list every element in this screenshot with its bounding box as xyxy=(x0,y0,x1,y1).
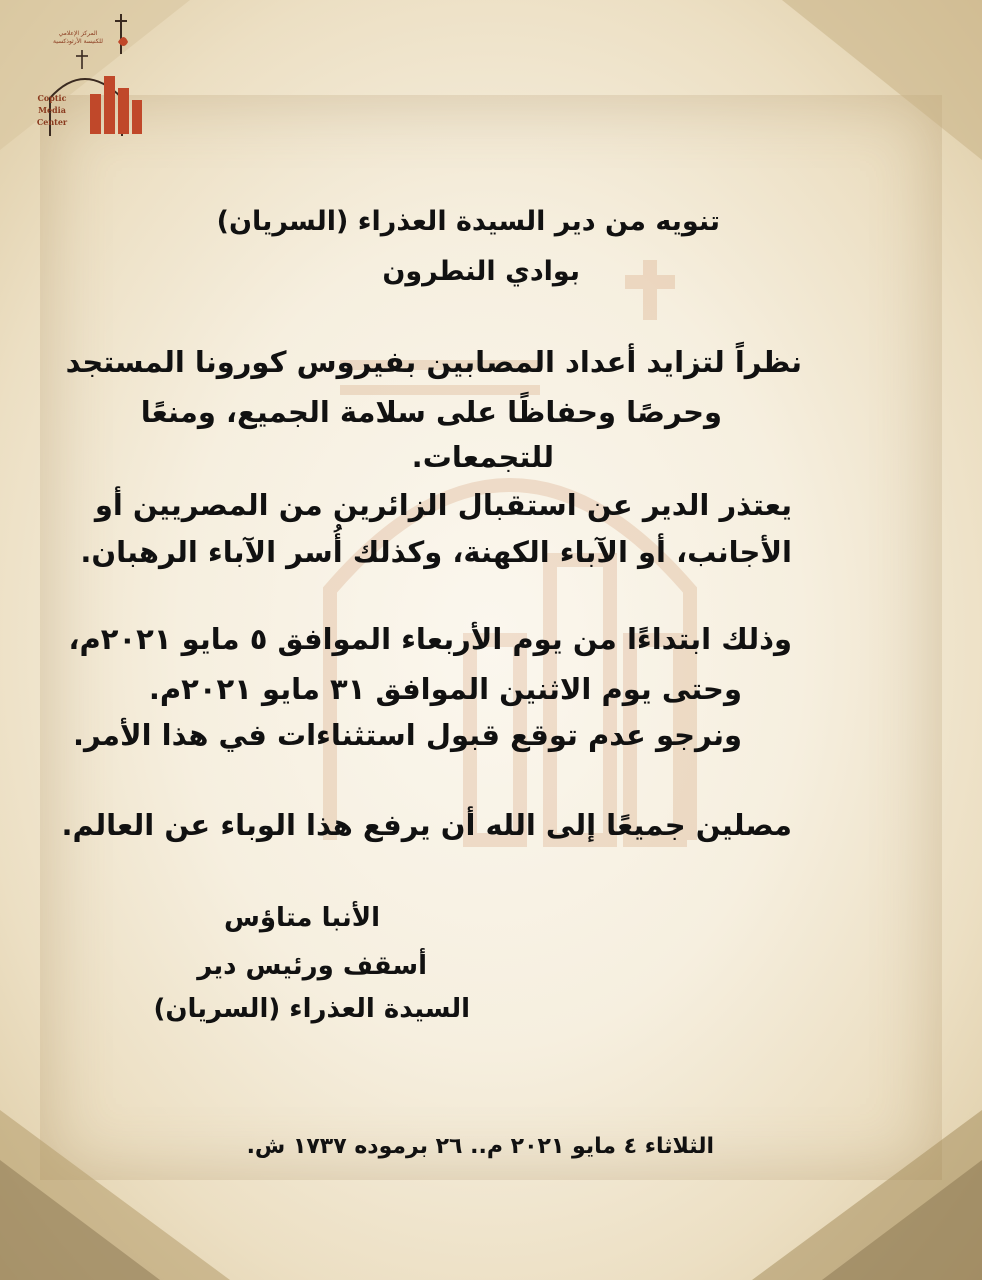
logo-text-line: Center xyxy=(36,117,68,127)
notice-date: الثلاثاء ٤ مايو ٢٠٢١ م.. ٢٦ برموده ١٧٣٧ ش. xyxy=(246,1134,714,1159)
paragraph-1-line-3: للتجمعات. xyxy=(411,440,554,474)
paragraph-1-line-2: وحرصًا وحفاظًا على سلامة الجميع، ومنعًا xyxy=(140,395,722,429)
signature-monastery: السيدة العذراء (السريان) xyxy=(153,994,470,1024)
logo-arabic-line: للكنيسة الأرثوذكسية xyxy=(53,38,103,45)
logo-text-line: Media xyxy=(38,105,66,115)
signature-name: الأنبا متاؤس xyxy=(224,903,380,933)
paragraph-3-line-3: ونرجو عدم توقع قبول استثناءات في هذا الأمر. xyxy=(72,718,742,752)
paragraph-3-line-2: وحتى يوم الاثنين الموافق ٣١ مايو ٢٠٢١م. xyxy=(148,672,742,706)
notice-title-line-2: بوادي النطرون xyxy=(382,256,580,287)
paragraph-1-line-1: نظراً لتزايد أعداد المصابين بفيروس كورونا المستجد xyxy=(65,345,802,379)
signature-title: أسقف ورئيس دير xyxy=(197,951,427,981)
paragraph-2-line-2: الأجانب، أو الآباء الكهنة، وكذلك أُسر الآباء الرهبان. xyxy=(80,535,792,569)
notice-title-line-1: تنويه من دير السيدة العذراء (السريان) xyxy=(216,206,720,237)
logo-arabic-line: المركز الإعلامي xyxy=(58,30,98,37)
logo-text-line: Coptic xyxy=(37,93,67,103)
paragraph-4: مصلين جميعًا إلى الله أن يرفع هذا الوباء عن العالم. xyxy=(61,808,792,842)
paragraph-3-line-1: وذلك ابتداءًا من يوم الأربعاء الموافق ٥ مايو ٢٠٢١م، xyxy=(68,622,792,656)
paragraph-2-line-1: يعتذر الدير عن استقبال الزائرين من المصريين أو xyxy=(94,488,792,522)
